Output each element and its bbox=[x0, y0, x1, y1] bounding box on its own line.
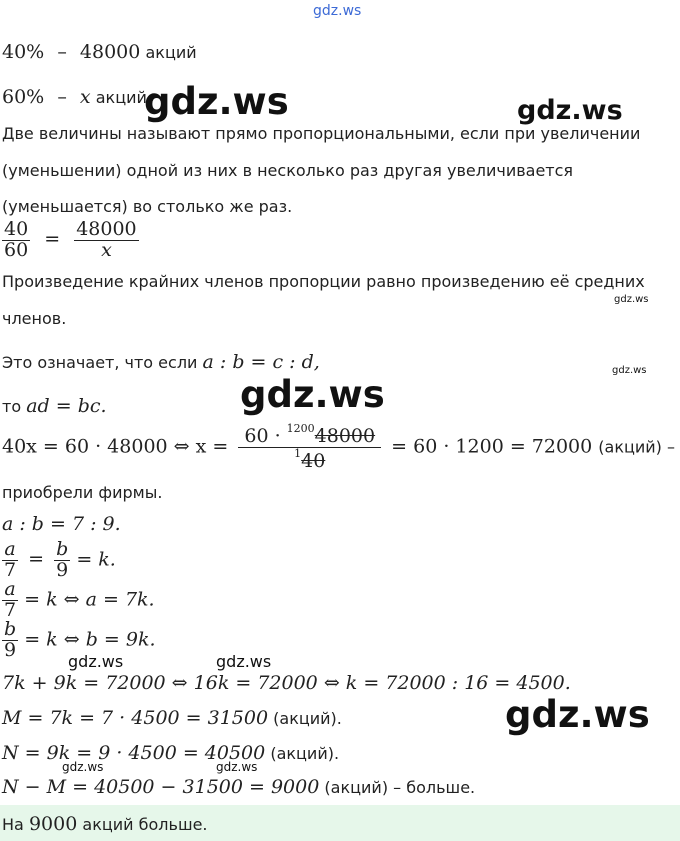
numerator: a bbox=[4, 578, 16, 600]
numerator: 40 bbox=[4, 218, 29, 240]
denominator: 7 bbox=[4, 598, 17, 621]
percent-40: 40% bbox=[2, 41, 45, 63]
answer-suffix: акций больше. bbox=[82, 815, 208, 834]
answer-number: 9000 bbox=[28, 813, 78, 835]
a-equals: = k ⇔ a = 7k. bbox=[24, 588, 155, 611]
dash: – bbox=[57, 41, 67, 63]
means-text: Это означает, что если bbox=[2, 353, 198, 372]
equation-x bbox=[2, 423, 675, 472]
numerator: 48000 bbox=[76, 218, 137, 240]
watermark: gdz.ws bbox=[216, 760, 258, 774]
answer-text bbox=[2, 813, 208, 835]
unit-shares: акций bbox=[95, 88, 147, 107]
fraction-a-7 bbox=[2, 540, 18, 581]
then-line bbox=[2, 395, 107, 417]
difference-line bbox=[2, 776, 475, 798]
line-40-percent bbox=[2, 41, 197, 63]
denominator: 9 bbox=[4, 638, 17, 661]
n-line bbox=[2, 742, 339, 764]
proportion bbox=[2, 220, 139, 261]
equals-k: = k. bbox=[76, 548, 116, 571]
num-struck: 48000 bbox=[314, 425, 376, 447]
numerator: b bbox=[4, 618, 17, 640]
definition-line-3: (уменьшается) во столько же раз. bbox=[2, 197, 293, 216]
fraction-40-60 bbox=[2, 220, 30, 261]
num-superscript: 1200 bbox=[286, 422, 315, 435]
watermark: gdz.ws bbox=[517, 95, 623, 126]
percent-60: 60% bbox=[2, 86, 45, 108]
answer-prefix: На bbox=[2, 815, 24, 834]
watermark: gdz.ws bbox=[144, 80, 289, 123]
numerator: b bbox=[56, 538, 69, 560]
watermark: gdz.ws bbox=[240, 373, 385, 416]
fraction-a-7 bbox=[2, 580, 18, 621]
ratio-line: a : b = 7 : 9. bbox=[2, 513, 121, 535]
denominator bbox=[292, 448, 327, 472]
difference-equation: N − M = 40500 − 31500 = 9000 bbox=[2, 776, 320, 798]
n-equation: N = 9k = 9 · 4500 = 40500 bbox=[2, 742, 266, 764]
rule-line-1: Произведение крайних членов пропорции равно произведению её средних bbox=[2, 272, 645, 291]
then-math: ad = bc. bbox=[26, 395, 107, 417]
m-unit: (акций). bbox=[273, 709, 342, 728]
value-48000: 48000 bbox=[79, 41, 141, 63]
watermark: gdz.ws bbox=[68, 652, 124, 671]
then-text: то bbox=[2, 397, 22, 416]
equals-sign: = bbox=[28, 548, 45, 571]
difference-unit: (акций) – больше. bbox=[324, 778, 476, 797]
k-fractions bbox=[2, 540, 116, 581]
watermark: gdz.ws bbox=[216, 652, 272, 671]
b-equals: = k ⇔ b = 9k. bbox=[24, 628, 156, 651]
unit-shares: акций bbox=[145, 43, 197, 62]
den-superscript: 1 bbox=[294, 446, 302, 460]
rule-line-2: членов. bbox=[2, 309, 67, 328]
fraction-48000-x bbox=[74, 220, 138, 261]
equation-continuation: приобрели фирмы. bbox=[2, 483, 163, 502]
numerator bbox=[238, 423, 381, 448]
num-part: 60 · bbox=[244, 425, 281, 447]
eq-left: 40x = 60 · 48000 ⇔ x = bbox=[2, 435, 229, 458]
variable-x: x bbox=[79, 86, 91, 108]
sum-line: 7k + 9k = 72000 ⇔ 16k = 72000 ⇔ k = 72000 : 16 = 4500. bbox=[2, 672, 571, 694]
denominator: 60 bbox=[4, 238, 29, 261]
dash: – bbox=[57, 86, 67, 108]
n-unit: (акций). bbox=[270, 744, 340, 763]
watermark: gdz.ws bbox=[612, 365, 647, 376]
header-watermark: gdz.ws bbox=[313, 3, 362, 19]
means-line bbox=[2, 351, 320, 373]
means-math: a : b = c : d, bbox=[202, 351, 320, 373]
eq-right: = 60 · 1200 = 72000 bbox=[391, 435, 593, 458]
equals-sign: = bbox=[44, 228, 61, 251]
answer-banner bbox=[0, 805, 680, 841]
m-line bbox=[2, 707, 342, 729]
watermark: gdz.ws bbox=[505, 693, 650, 736]
fraction-a-line bbox=[2, 580, 155, 621]
watermark: gdz.ws bbox=[614, 294, 649, 305]
denominator: 7 bbox=[4, 558, 17, 581]
eq-unit: (акций) – bbox=[598, 437, 676, 457]
definition-line-1: Две величины называют прямо пропорциональными, если при увеличении bbox=[2, 124, 641, 143]
denominator: x bbox=[101, 238, 112, 261]
watermark: gdz.ws bbox=[62, 760, 104, 774]
definition-line-2: (уменьшении) одной из них в несколько раз другая увеличивается bbox=[2, 161, 574, 180]
fraction-b-9 bbox=[2, 620, 18, 661]
line-60-percent bbox=[2, 86, 147, 108]
numerator: a bbox=[4, 538, 16, 560]
den-struck: 40 bbox=[301, 449, 326, 472]
reduced-fraction bbox=[238, 423, 381, 472]
m-equation: M = 7k = 7 · 4500 = 31500 bbox=[2, 707, 269, 729]
fraction-b-9 bbox=[54, 540, 70, 581]
denominator: 9 bbox=[56, 558, 69, 581]
